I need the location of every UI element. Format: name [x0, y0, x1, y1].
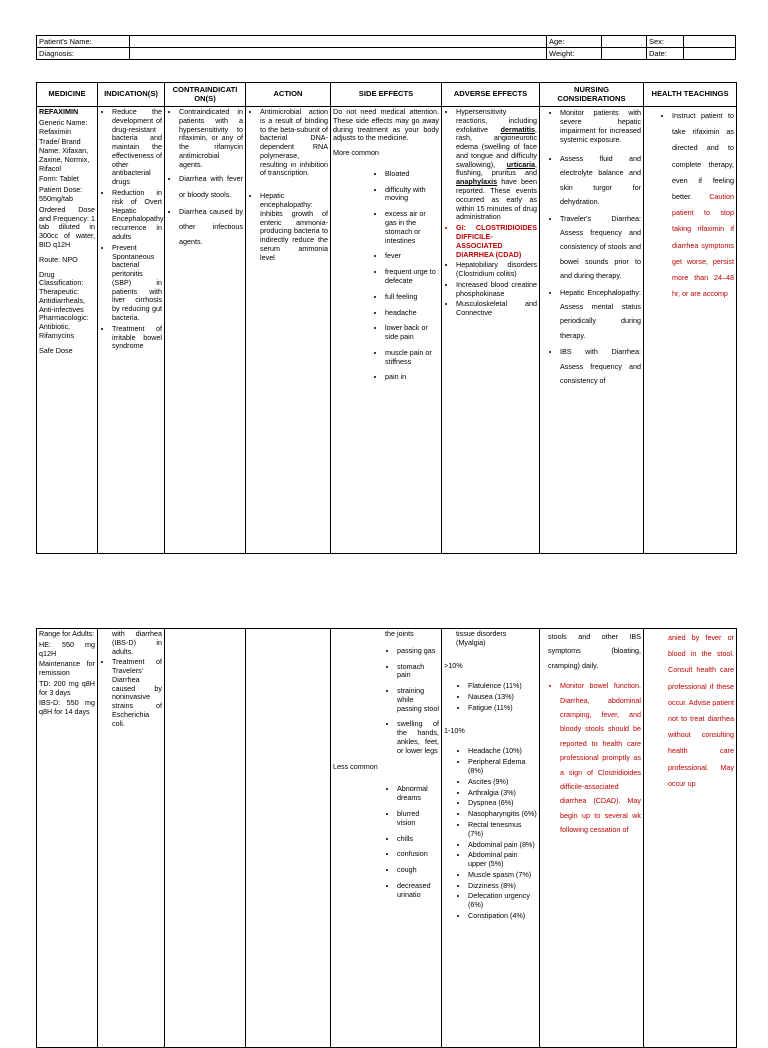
- contraindication-cell: [165, 107, 246, 554]
- dose-maintenance: Maintenance for remission: [39, 659, 95, 678]
- nursing-item: • Hepatic Encephalopathy: Assess mental status periodically during therapy.: [560, 286, 641, 344]
- adverse-item: • Musculoskeletal and Connective: [456, 300, 537, 318]
- header-nursing: NURSING CONSIDERATIONS: [540, 83, 644, 107]
- side-effect-item: • blurred vision: [397, 810, 439, 828]
- urticaria-link[interactable]: urticaria: [506, 159, 535, 169]
- adverse-item: • Headache (10%): [468, 747, 537, 756]
- side-effects-cell: [331, 107, 442, 554]
- dose-ibsd: IBS-D: 550 mg q8H for 14 days: [39, 698, 95, 717]
- nursing-cell-cont: [540, 629, 644, 1048]
- drug-card-table-page2: [36, 628, 737, 1048]
- nursing-item: • IBS with Diarrhea: Assess frequency and consistency of: [560, 345, 641, 388]
- action-cell-cont: [246, 629, 331, 1048]
- generic-name: Generic Name: Refaximin: [39, 117, 88, 136]
- side-effect-item: • difficulty with moving: [385, 186, 439, 204]
- less-common-label: Less common: [333, 761, 378, 771]
- sex-field[interactable]: [684, 36, 736, 48]
- diagnosis-label: Diagnosis:: [37, 48, 130, 60]
- indication-cell: [98, 107, 165, 554]
- adverse-item: • Dyspnea (6%): [468, 799, 537, 808]
- adverse-hypersensitivity: • Hypersensitivity reactions, including exfoliative dermatitis, rash, angioneurotic edema (swelling of face and tongue and difficulty swallowing), urticaria, flushing, pruritus and anaphylaxis have been reported. These events occurred as early as within 15 minutes of drug administration: [456, 108, 537, 222]
- drug-card-table-page1: [36, 82, 737, 554]
- adverse-item: • Constipation (4%): [468, 912, 537, 921]
- contraindication-item: • Diarrhea caused by other infectious agents.: [179, 204, 243, 249]
- side-effect-item: • excess air or gas in the stomach or intestines: [385, 210, 439, 245]
- drug-classification: Drug Classification: Therapeutic: Antidiarrheals, Anti-infectives Pharmacologic: Antibiotic, Rifamycins: [39, 269, 89, 340]
- safe-dose-range: Range for Adults:: [39, 629, 95, 638]
- adverse-effects-cell-cont: [442, 629, 540, 1048]
- medicine-cell-cont: [37, 629, 98, 1048]
- adverse-item: • Dizziness (8%): [468, 882, 537, 891]
- weight-field[interactable]: [602, 48, 647, 60]
- indication-item: • Reduction in risk of Overt Hepatic Encephalopathy recurrence in adults: [112, 189, 162, 242]
- adverse-item: • Abdominal pain (8%): [468, 841, 537, 850]
- adverse-item: • Nausea (13%): [468, 693, 537, 702]
- indication-continuation: with diarrhea (IBS-D) in adults.: [112, 629, 162, 656]
- diagnosis-field[interactable]: [130, 48, 547, 60]
- indication-item: • Treatment of Travelers' Diarrhea caused by noninvasive strains of Escherichia coli.: [112, 658, 162, 728]
- side-effect-item: • Bloated: [385, 170, 439, 179]
- patient-dose: Patient Dose: 550mg/tab: [39, 185, 83, 204]
- adverse-item: • Increased blood creatine phosphokinase: [456, 281, 537, 299]
- side-effects-intro: Do not need medical attention. These side effects may go away during treatment as your body adjusts to the medicine.: [333, 107, 439, 143]
- adverse-item: • Muscle spasm (7%): [468, 871, 537, 880]
- side-effect-item: • muscle pain or stiffness: [385, 349, 439, 367]
- brand-name: Trade/ Brand Name: Xifaxan, Zaxine, Normix, Rifacol: [39, 137, 90, 173]
- dose-he: HE: 550 mg q12H: [39, 639, 95, 658]
- indication-item: • Reduce the development of drug-resistant bacteria and maintain the effectiveness of other antibacterial drugs: [112, 108, 162, 187]
- contraindication-item: • Contraindicated in patients with a hypersensitivity to rifaximin, or any of the rifamycin antimicrobial agents.: [179, 108, 243, 169]
- side-effect-item: • cough: [397, 866, 439, 875]
- side-effect-item: • lower back or side pain: [385, 324, 439, 342]
- adverse-item: • Rectal tenesmus (7%): [468, 821, 537, 839]
- nursing-item: • Assess fluid and electrolyte balance and skin turgor for dehydration.: [560, 152, 641, 210]
- medicine-cell: [37, 107, 98, 554]
- header-side-effects: SIDE EFFECTS: [331, 83, 442, 107]
- dose-td: TD: 200 mg q8H for 3 days: [39, 678, 95, 697]
- health-teaching-item: • Instruct patient to take rifaximin as directed and to complete therapy, even if feeling better. Caution patient to stop taking rifaximin if diarrhea symptoms get worse, persist more than 24–48 hr, or are accomp: [672, 108, 734, 302]
- age-label: Age:: [547, 36, 602, 48]
- frequency-1-10-label: 1-10%: [444, 725, 465, 735]
- patient-info-table: [36, 35, 736, 60]
- side-effect-item: • frequent urge to defecate: [385, 268, 439, 286]
- health-teaching-cell-cont: [644, 629, 737, 1048]
- nursing-continuation: stools and other IBS symptoms (bloating, cramping) daily.: [548, 632, 641, 670]
- side-effect-item: • Abnormal dreams: [397, 785, 439, 803]
- patient-name-label: Patient's Name:: [37, 36, 130, 48]
- ordered-dose: Ordered Dose and Frequency: 1 tab diluted in 300cc of water, BID q12H: [39, 204, 95, 249]
- adverse-item: • Ascites (9%): [468, 778, 537, 787]
- patient-name-field[interactable]: [130, 36, 547, 48]
- date-field[interactable]: [684, 48, 736, 60]
- health-teaching-continuation: anied by fever or blood in the stool. Consult health care professional if these occur. Advise patient not to treat diarrhea without consulting health care professional. May occur up: [668, 633, 734, 788]
- side-effect-item: • headache: [385, 309, 439, 318]
- date-label: Date:: [647, 48, 684, 60]
- side-effect-item: • swelling of the hands, ankles, feet, or lower legs: [397, 720, 439, 755]
- health-teaching-cell: [644, 107, 737, 554]
- safe-dose-label: Safe Dose: [39, 345, 73, 355]
- header-health: HEALTH TEACHINGS: [644, 83, 737, 107]
- adverse-effects-cell: [442, 107, 540, 554]
- indication-item: • Treatment of irritable bowel syndrome: [112, 325, 162, 351]
- nursing-item: • Monitor patients with severe hepatic impairment for increased systemic exposure.: [560, 108, 641, 144]
- side-effect-item: • decreased urinatio: [397, 882, 439, 900]
- adverse-item: • Abdominal pain upper (5%): [468, 851, 537, 869]
- adverse-item: • Arthralgia (3%): [468, 789, 537, 798]
- adverse-item: • Flatulence (11%): [468, 682, 537, 691]
- sex-label: Sex:: [647, 36, 684, 48]
- side-effect-item: • stomach pain: [397, 663, 439, 681]
- side-effect-continuation: the joints: [385, 629, 414, 638]
- side-effect-item: • straining while passing stool: [397, 687, 439, 713]
- medicine-name: REFAXIMIN: [39, 107, 79, 116]
- header-contraindication: CONTRAINDICATI ON(S): [165, 83, 246, 107]
- side-effect-item: • passing gas: [397, 647, 439, 656]
- age-field[interactable]: [602, 36, 647, 48]
- action-item: • Hepatic encephalopathy: Inhibits growth of enteric ammonia-producing bacteria to indirectly reduce the serum ammonia level: [260, 192, 328, 262]
- header-adverse-effects: ADVERSE EFFECTS: [442, 83, 540, 107]
- contraindication-item: • Diarrhea with fever or bloody stools.: [179, 171, 243, 201]
- nursing-cell: [540, 107, 644, 554]
- adverse-item: • Hepatobiliary disorders (Clostridium colitis): [456, 261, 537, 279]
- dermatitis-link[interactable]: dermatitis: [500, 124, 535, 134]
- indication-item: • Prevent Spontaneous bacterial peritonitis (SBP) in patients with liver cirrhosis by reducing gut bacteria.: [112, 244, 162, 323]
- header-action: ACTION: [246, 83, 331, 107]
- adverse-item: • Peripheral Edema (8%): [468, 758, 537, 776]
- weight-label: Weight:: [547, 48, 602, 60]
- side-effect-item: • chills: [397, 835, 439, 844]
- adverse-item: • Nasopharyngitis (6%): [468, 810, 537, 819]
- nursing-item: • Traveler's Diarrhea: Assess frequency and consistency of stools and bowel sounds prior to and during therapy.: [560, 212, 641, 284]
- nursing-item-bowel: • Monitor bowel function. Diarrhea, abdominal cramping, fever, and bloody stools should be reported to health care professional promptly as a sign of Clostridioides difficile-associated diarrhea (CDAD). May begin up to several wk following cessation of: [560, 679, 641, 837]
- action-item: • Antimicrobial action is a result of binding to the beta-subunit of bacterial DNA-dependent RNA polymerase, resulting in inhibition of transcription.: [260, 108, 328, 178]
- more-common-label: More common: [333, 148, 379, 158]
- header-indication: INDICATION(S): [98, 83, 165, 107]
- action-cell: [246, 107, 331, 554]
- adverse-continuation: tissue disorders (Myalgia): [456, 629, 507, 647]
- frequency-gt10-label: >10%: [444, 660, 463, 670]
- side-effect-item: • full feeling: [385, 293, 439, 302]
- indication-cell-cont: [98, 629, 165, 1048]
- side-effects-cell-cont: [331, 629, 442, 1048]
- form: Form: Tablet: [39, 174, 79, 184]
- route: Route: NPO: [39, 254, 78, 264]
- side-effect-item: • confusion: [397, 850, 439, 859]
- contraindication-cell-cont: [165, 629, 246, 1048]
- anaphylaxis-link[interactable]: anaphylaxis: [456, 177, 498, 187]
- adverse-cdad: • GI: CLOSTRIDIOIDES DIFFICILE-ASSOCIATED DIARRHEA (CDAD): [456, 224, 537, 259]
- side-effect-item: • fever: [385, 252, 439, 261]
- header-medicine: MEDICINE: [37, 83, 98, 107]
- adverse-item: • Fatigue (11%): [468, 704, 537, 713]
- side-effect-item: • pain in: [385, 373, 439, 382]
- adverse-item: • Defecation urgency (6%): [468, 892, 537, 910]
